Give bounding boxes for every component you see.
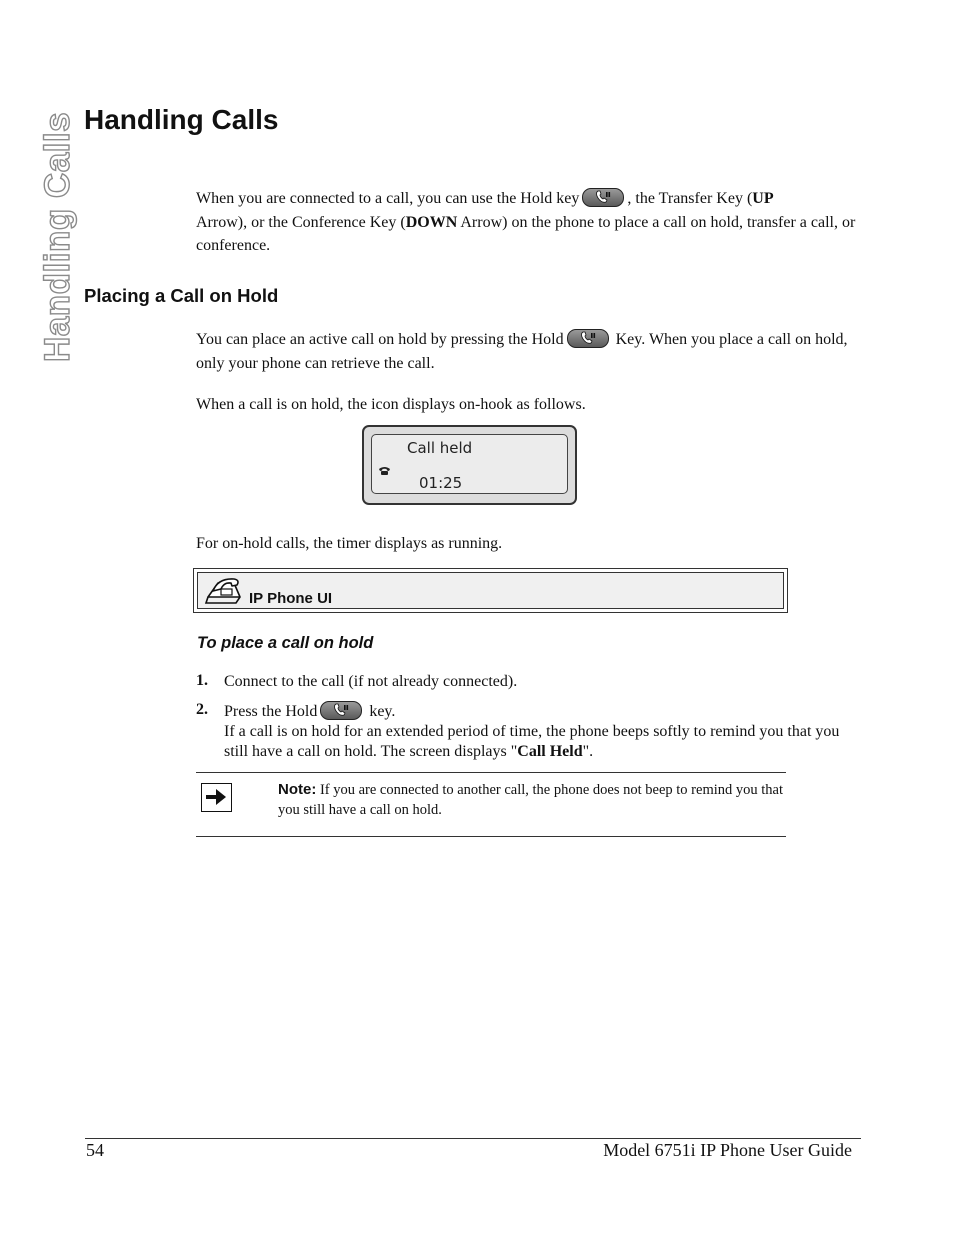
guide-title: Model 6751i IP Phone User Guide [603, 1140, 852, 1160]
ip-phone-ui-box [193, 568, 788, 613]
call-held-text: Call Held [517, 743, 583, 760]
step-2-text [224, 701, 856, 762]
lcd-line1: Call held [407, 439, 473, 457]
phone-icon [204, 577, 242, 610]
intro-text-4: Arrow) on the phone to place a call on hold, transfer a call, or conference. [196, 213, 856, 254]
section-heading: Placing a Call on Hold [84, 285, 279, 306]
hold-paragraph [196, 328, 856, 375]
hold-key-icon [582, 188, 624, 207]
note-bottom-rule [196, 836, 786, 837]
hold-key-icon [567, 329, 609, 348]
page-title: Handling Calls [84, 104, 279, 135]
hold-text-1: You can place an active call on hold by pressing the Hold [196, 331, 564, 348]
step-2-text-a: Press the Hold [224, 703, 318, 720]
step-2-text-b: key. [365, 703, 396, 720]
step-2-number: 2. [196, 701, 208, 718]
note-top-rule [196, 772, 786, 773]
note-label: Note: [278, 781, 317, 798]
hold-key-icon [320, 701, 362, 720]
intro-text-3: Arrow), or the Conference Key ( [196, 213, 406, 231]
note-content [278, 780, 783, 820]
step-1-text: Connect to the call (if not already connected). [224, 673, 518, 690]
side-tab-label: Handling Calls [38, 111, 77, 362]
up-arrow-text: UP [752, 190, 774, 207]
lcd-timer: 01:25 [419, 474, 463, 492]
lcd-screen [371, 434, 568, 494]
step-1-number: 1. [196, 672, 208, 689]
ip-phone-ui-label: IP Phone UI [249, 590, 333, 607]
intro-paragraph [196, 187, 856, 258]
intro-text-2: , the Transfer Key ( [627, 190, 753, 207]
intro-text-1: When you are connected to a call, you can use the Hold key [196, 190, 580, 207]
timer-paragraph: For on-hold calls, the timer displays as running. [196, 535, 503, 552]
down-arrow-text: DOWN [405, 213, 458, 231]
page-number: 54 [86, 1140, 104, 1160]
footer-rule [85, 1138, 861, 1139]
ip-phone-ui-box-inner [197, 572, 784, 609]
note-text: If you are connected to another call, the phone does not beep to remind you that you still have a call on hold. [278, 782, 783, 818]
icon-paragraph: When a call is on hold, the icon displays on-hook as follows. [196, 396, 586, 413]
step-2-detail: If a call is on hold for an extended period of time, the phone beeps softly to remind you that you still have a call on hold. The screen displays " [224, 723, 840, 760]
hold-text-2: Key. When you place a call on hold, only your phone can retrieve the call. [196, 331, 848, 372]
lcd-display [362, 425, 577, 505]
step-2-detail-end: ". [582, 743, 594, 760]
procedure-title: To place a call on hold [197, 634, 374, 652]
handset-icon [378, 463, 391, 481]
arrow-right-icon [201, 783, 232, 812]
